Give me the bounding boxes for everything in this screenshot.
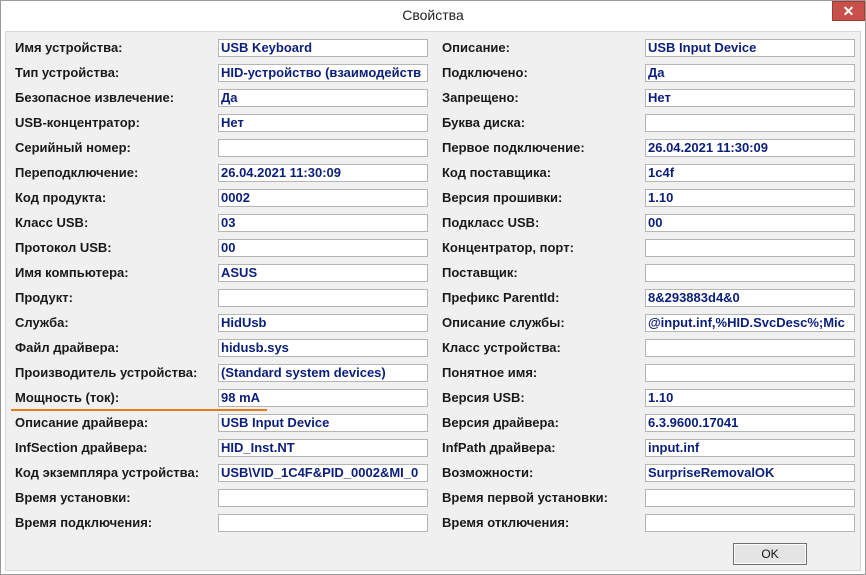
property-label: InfPath драйвера: [442, 440, 556, 455]
property-label: Код продукта: [15, 190, 107, 205]
property-label: Время первой установки: [442, 490, 608, 505]
property-label: Время подключения: [15, 515, 153, 530]
property-label: Тип устройства: [15, 65, 120, 80]
property-value-field[interactable]: 00 [645, 214, 855, 232]
property-value-field[interactable] [218, 289, 428, 307]
property-value-field[interactable]: 1.10 [645, 189, 855, 207]
property-value-field[interactable] [218, 139, 428, 157]
highlight-underline [11, 409, 267, 411]
property-label: Подключено: [442, 65, 528, 80]
ok-button[interactable]: OK [733, 543, 807, 565]
property-value-field[interactable]: (Standard system devices) [218, 364, 428, 382]
property-label: Код поставщика: [442, 165, 552, 180]
property-label: Мощность (ток): [15, 390, 120, 405]
property-value-field[interactable] [645, 364, 855, 382]
property-label: Первое подключение: [442, 140, 585, 155]
property-value-field[interactable]: 1c4f [645, 164, 855, 182]
property-label: Префикс ParentId: [442, 290, 560, 305]
property-value-field[interactable]: USB Keyboard [218, 39, 428, 57]
property-value-field[interactable]: USB\VID_1C4F&PID_0002&MI_0 [218, 464, 428, 482]
property-value-field[interactable]: Да [218, 89, 428, 107]
property-value-field[interactable]: USB Input Device [218, 414, 428, 432]
property-value-field[interactable]: SurpriseRemovalOK [645, 464, 855, 482]
property-value-field[interactable]: 03 [218, 214, 428, 232]
property-label: Описание службы: [442, 315, 565, 330]
property-label: Возможности: [442, 465, 534, 480]
property-value-field[interactable]: ASUS [218, 264, 428, 282]
property-value-field[interactable]: 0002 [218, 189, 428, 207]
window-title: Свойства [402, 7, 464, 23]
property-value-field[interactable] [645, 264, 855, 282]
property-label: Переподключение: [15, 165, 139, 180]
property-label: Поставщик: [442, 265, 518, 280]
property-value-field[interactable] [645, 239, 855, 257]
property-value-field[interactable] [645, 514, 855, 532]
property-value-field[interactable]: HidUsb [218, 314, 428, 332]
property-label: Протокол USB: [15, 240, 112, 255]
property-value-field[interactable] [218, 489, 428, 507]
property-label: Продукт: [15, 290, 73, 305]
property-label: Безопасное извлечение: [15, 90, 175, 105]
property-value-field[interactable] [218, 514, 428, 532]
property-value-field[interactable]: hidusb.sys [218, 339, 428, 357]
property-label: Класс устройства: [442, 340, 561, 355]
property-label: Файл драйвера: [15, 340, 120, 355]
property-label: Версия USB: [442, 390, 525, 405]
property-label: Класс USB: [15, 215, 89, 230]
property-label: Описание: [442, 40, 510, 55]
property-label: Служба: [15, 315, 69, 330]
property-label: Серийный номер: [15, 140, 131, 155]
property-label: Код экземпляра устройства: [15, 465, 200, 480]
property-value-field[interactable]: HID-устройство (взаимодейств [218, 64, 428, 82]
property-label: Версия драйвера: [442, 415, 559, 430]
property-value-field[interactable]: 26.04.2021 11:30:09 [218, 164, 428, 182]
property-value-field[interactable]: input.inf [645, 439, 855, 457]
property-label: Понятное имя: [442, 365, 538, 380]
property-label: InfSection драйвера: [15, 440, 148, 455]
property-value-field[interactable] [645, 114, 855, 132]
property-label: Запрещено: [442, 90, 519, 105]
property-label: USB-концентратор: [15, 115, 140, 130]
property-value-field[interactable]: 26.04.2021 11:30:09 [645, 139, 855, 157]
property-value-field[interactable]: Да [645, 64, 855, 82]
property-value-field[interactable]: @input.inf,%HID.SvcDesc%;Mic [645, 314, 855, 332]
property-value-field[interactable] [645, 339, 855, 357]
property-label: Буква диска: [442, 115, 526, 130]
property-label: Версия прошивки: [442, 190, 563, 205]
property-value-field[interactable]: Нет [645, 89, 855, 107]
property-label: Имя компьютера: [15, 265, 129, 280]
property-value-field[interactable]: Нет [218, 114, 428, 132]
property-label: Имя устройства: [15, 40, 123, 55]
close-icon[interactable]: ✕ [832, 1, 865, 21]
property-value-field[interactable]: 8&293883d4&0 [645, 289, 855, 307]
property-value-field[interactable]: USB Input Device [645, 39, 855, 57]
property-label: Подкласс USB: [442, 215, 540, 230]
property-value-field[interactable] [645, 489, 855, 507]
property-label: Описание драйвера: [15, 415, 149, 430]
property-label: Производитель устройства: [15, 365, 198, 380]
property-value-field[interactable]: 1.10 [645, 389, 855, 407]
property-value-field[interactable]: 6.3.9600.17041 [645, 414, 855, 432]
property-value-field[interactable]: 00 [218, 239, 428, 257]
property-value-field[interactable]: HID_Inst.NT [218, 439, 428, 457]
title-bar[interactable] [1, 1, 865, 29]
property-label: Концентратор, порт: [442, 240, 574, 255]
property-value-field[interactable]: 98 mA [218, 389, 428, 407]
property-label: Время отключения: [442, 515, 570, 530]
property-label: Время установки: [15, 490, 131, 505]
